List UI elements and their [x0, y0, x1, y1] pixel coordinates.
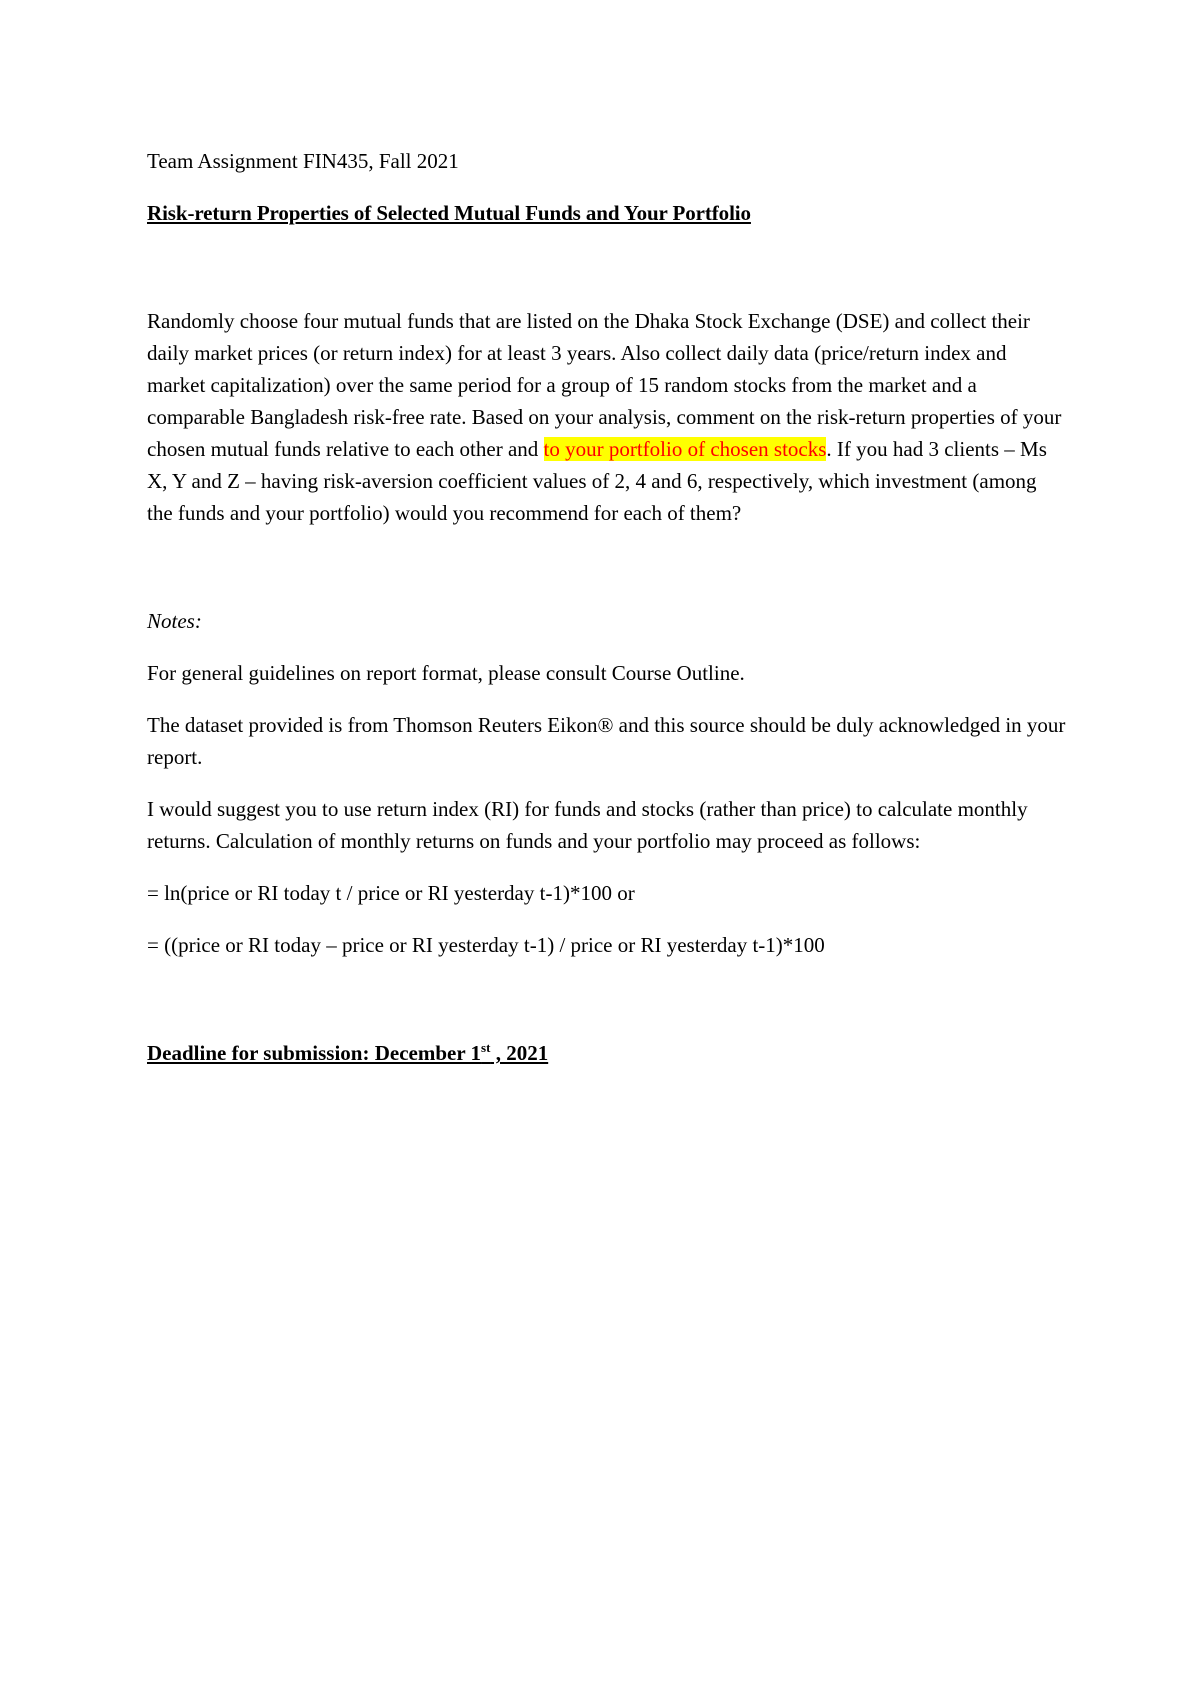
assignment-title: Risk-return Properties of Selected Mutual Funds and Your Portfolio — [147, 201, 751, 225]
note-report-format: For general guidelines on report format, please consult Course Outline. — [147, 661, 745, 685]
deadline-year: , 2021 — [490, 1041, 549, 1065]
note-dataset-source: The dataset provided is from Thomson Reuters Eikon® and this source should be duly acknowledged in your report. — [147, 713, 1066, 769]
formula-log-return: = ln(price or RI today t / price or RI yesterday t-1)*100 or — [147, 881, 635, 905]
instructions-text-start: Randomly choose four mutual funds that are listed on the Dhaka Stock Exchange (DSE) and collect their daily market prices (or return index) for at least 3 years. Also collect daily data (price/return index and market capitalization) over the same period for a group of 15 random stocks from the market and a comparable Bangladesh risk-free rate. Based on your analysis, comment on the risk-return properties of your chosen mutual funds relative to each other and — [147, 309, 1062, 461]
course-header: Team Assignment FIN435, Fall 2021 — [147, 149, 459, 173]
formula-simple-return: = ((price or RI today – price or RI yesterday t-1) / price or RI yesterday t-1)*100 — [147, 933, 825, 957]
document-content — [147, 145, 1067, 1069]
highlighted-text: to your portfolio of chosen stocks — [543, 437, 827, 461]
deadline-text: Deadline for submission: December 1 — [147, 1041, 482, 1065]
notes-heading: Notes: — [147, 609, 202, 633]
assignment-instructions — [147, 305, 1067, 529]
deadline-ordinal-suffix: st — [481, 1040, 491, 1055]
note-return-index: I would suggest you to use return index (RI) for funds and stocks (rather than price) to calculate monthly returns. Calculation of monthly returns on funds and your portfolio may proceed as follows: — [147, 797, 1028, 853]
instructions-text-end: . If you had 3 clients – Ms X, Y and Z – having risk-aversion coefficient values of 2, 4 and 6, respectively, which investment (among the funds and your portfolio) would you recommend for each of them? — [147, 437, 1047, 525]
submission-deadline — [147, 1037, 1067, 1069]
